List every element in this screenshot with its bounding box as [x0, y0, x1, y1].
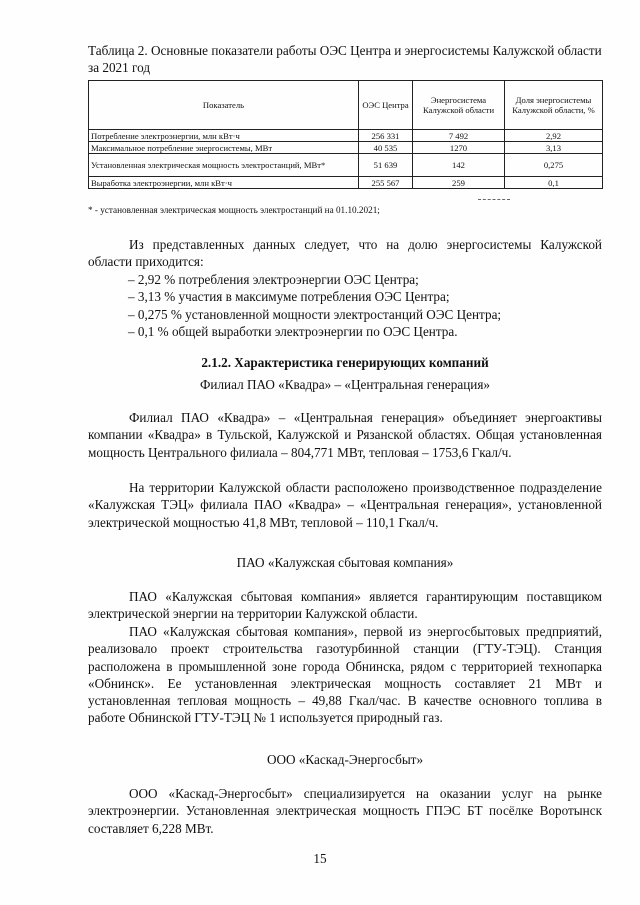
cell-share: 0,275	[505, 154, 603, 177]
list-item: – 0,275 % установленной мощности электростанций ОЭС Центра;	[128, 306, 502, 322]
header-share: Доля энергосистемы Калужской области, %	[505, 81, 603, 130]
cell-oes: 40 535	[359, 142, 413, 154]
company2-paragraph-1	[88, 588, 602, 623]
cell-kaluga: 7 492	[413, 130, 505, 142]
cell-oes: 255 567	[359, 177, 413, 189]
cell-share: 3,13	[505, 142, 603, 154]
table-row	[89, 142, 603, 154]
company2-heading: ПАО «Калужская сбытовая компания»	[236, 555, 454, 570]
cell-share: 2,92	[505, 130, 603, 142]
cell-indicator: Максимальное потребление энергосистемы, МВт	[89, 142, 359, 154]
cell-kaluga: 142	[413, 154, 505, 177]
list-item: – 3,13 % участия в максимуме потребления ОЭС Центра;	[128, 289, 450, 305]
header-kaluga: Энергосистема Калужской области	[413, 81, 505, 130]
cell-indicator: Потребление электроэнергии, млн кВт·ч	[89, 130, 359, 142]
indicators-table	[88, 80, 603, 189]
header-indicator: Показатель	[89, 81, 359, 130]
company3-text-1: ООО «Каскад-Энергосбыт» специализируется на оказании услуг на рынке электроэнергии. Установленная электрическая мощность ГПЭС БТ посёлке Воротынск составляет 6,228 МВт.	[88, 786, 602, 836]
table-row	[89, 130, 603, 142]
intro-paragraph	[88, 236, 602, 271]
section-heading: 2.1.2. Характеристика генерирующих компаний	[201, 355, 489, 370]
cell-indicator: Установленная электрическая мощность электростанций, МВт*	[89, 154, 359, 177]
cell-kaluga: 1270	[413, 142, 505, 154]
table-row	[89, 154, 603, 177]
cell-share: 0,1	[505, 177, 603, 189]
table-row	[89, 177, 603, 189]
company2-text-2: ПАО «Калужская сбытовая компания», первой из энергосбытовых предприятий, реализовало проект строительства газотурбинной станции (ГТУ-ТЭЦ). Станция расположена в промышленной зоне города Обнинска, рядом с территорией технопарка «Обнинск». Ее установленная электрическая мощность составляет 21 МВт и установленная тепловая мощность – 49,88 Гкал/час. В качестве основного топлива в работе Обнинской ГТУ-ТЭЦ № 1 используется природный газ.	[88, 624, 602, 726]
company3-heading: ООО «Каскад-Энергосбыт»	[266, 752, 424, 767]
cell-indicator: Выработка электроэнергии, млн кВт·ч	[89, 177, 359, 189]
company1-text-1: Филиал ПАО «Квадра» – «Центральная генерация» объединяет энергоактивы компании «Квадра» в Тульской, Калужской и Рязанской областях. Общая установленная мощность Центрального филиала – 804,771 МВт, тепловая – 1753,6 Гкал/ч.	[88, 410, 602, 460]
cell-kaluga: 259	[413, 177, 505, 189]
company3-paragraph-1	[88, 785, 602, 837]
list-item: – 0,1 % общей выработки электроэнергии по ОЭС Центра.	[128, 323, 458, 339]
cell-oes: 256 331	[359, 130, 413, 142]
header-oes: ОЭС Центра	[359, 81, 413, 130]
company2-text-1: ПАО «Калужская сбытовая компания» является гарантирующим поставщиком электрической энергии на территории Калужской области.	[88, 589, 602, 622]
page-number: 15	[313, 851, 327, 866]
table-header-row	[89, 81, 603, 130]
list-item: – 2,92 % потребления электроэнергии ОЭС Центра;	[128, 272, 419, 287]
company1-text-2: На территории Калужской области расположено производственное подразделение «Калужская ТЭЦ» филиала ПАО «Квадра» – «Центральная генерация», установленной электрической мощностью 41,8 МВт, тепловой – 110,1 Гкал/ч.	[88, 480, 602, 530]
company1-paragraph-2	[88, 479, 602, 531]
bullet-list	[128, 271, 608, 340]
scan-mark	[478, 199, 510, 200]
table-footnote: * - установленная электрическая мощность электростанций на 01.10.2021;	[88, 205, 380, 215]
table-title: Таблица 2. Основные показатели работы ОЭС Центра и энергосистемы Калужской области за 2021 год	[88, 43, 602, 75]
company1-heading: Филиал ПАО «Квадра» – «Центральная генерация»	[199, 377, 490, 392]
intro-text: Из представленных данных следует, что на долю энергосистемы Калужской области приходится:	[88, 237, 602, 270]
company2-paragraph-2	[88, 623, 602, 727]
cell-oes: 51 639	[359, 154, 413, 177]
company1-paragraph-1	[88, 409, 602, 461]
